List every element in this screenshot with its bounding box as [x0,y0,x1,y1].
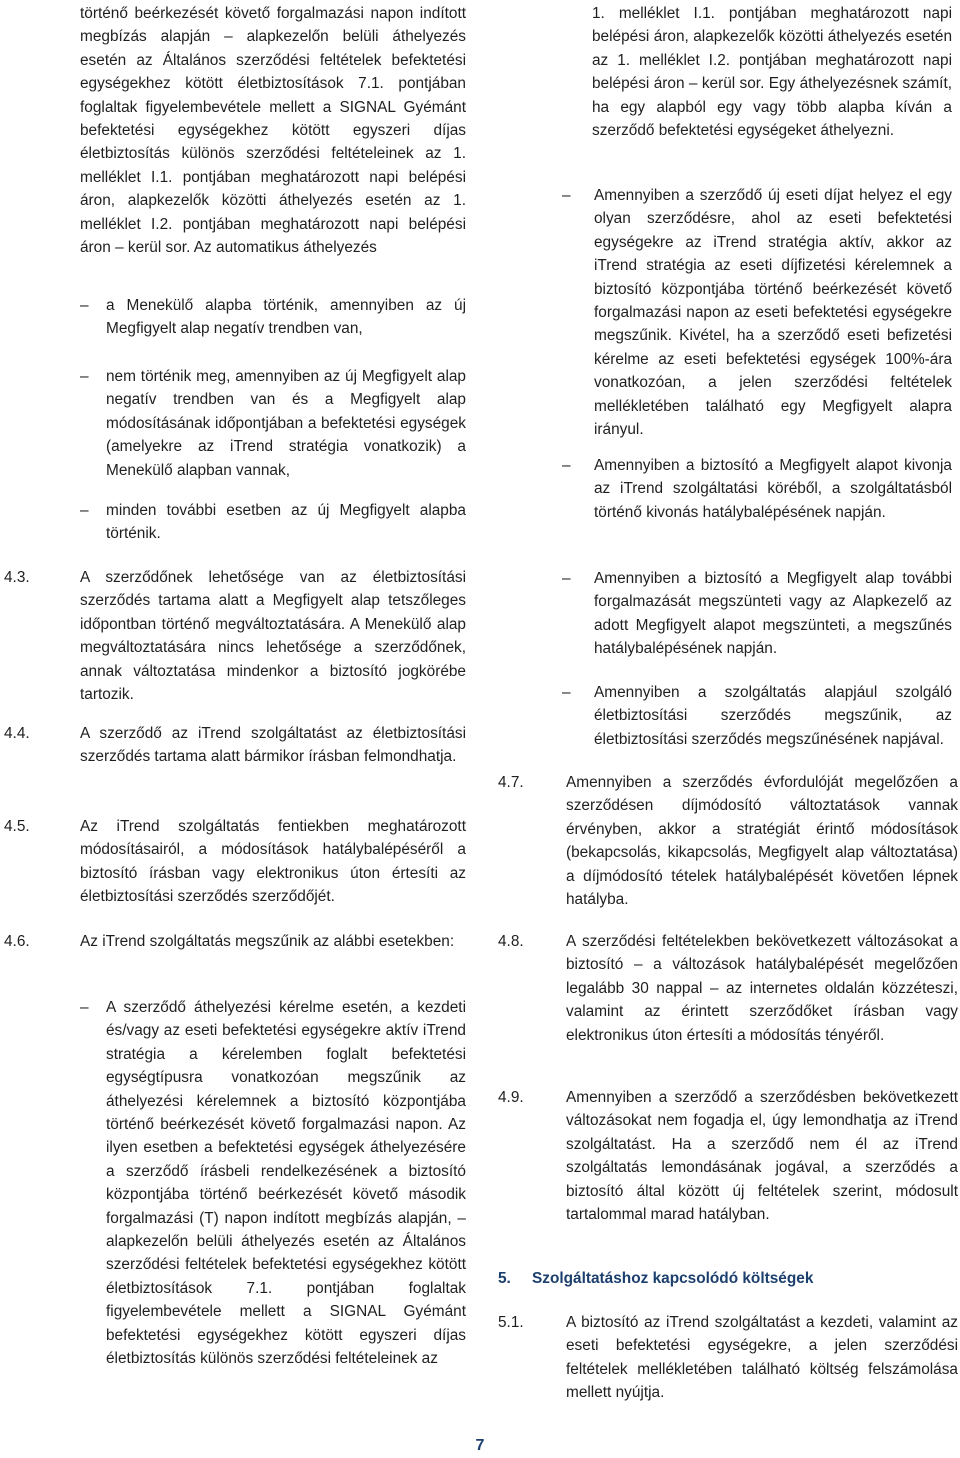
list-item-text: A szerződő áthelyezési kérelme esetén, a kezdeti és/vagy az eseti befektetési egységekre aktív iTrend stratégia a kérelemben foglalt befektetési egységtípusra vonatkozóan megszűnik az áthelyezési kérelemnek a biztosító központjába történő beérkezését követő forgalmazási napon. Az ilyen esetben a befektetési egységek áthelyezésére a szerződő írásbeli rendelkezésének a biztosító központjába történő beérkezését követő második forgalmazási (T) napon indított megbízás alapján, – alapkezelőn belüli áthelyezés esetén az Általános szerződési feltételek befektetési egységekhez kötött életbiztosítások 7.1. pontjában foglaltak figyelembevétele mellett a SIGNAL Gyémánt befektetési egységekhez kötött egyszeri díjas életbiztosítás különös szerződési feltételeinek az [106,999,466,1368]
section-text: A szerződési feltételekben bekövetkezett változásokat a biztosító – a változások hatálybalépését megelőzően legalább 30 nappal – az internetes oldalán közzéteszi, valamint az érintett szerződőket írásban vagy elektronikus úton értesíti a módosítás tényéről. [566,933,958,1044]
section-text: Az iTrend szolgáltatás fentiekben meghatározott módosításairól, a módosítások hatálybalépéséről a biztosító írásban vagy elektronikus úton értesíti az életbiztosítási szerződés szerződőjét. [80,818,466,906]
dash-bullet: – [562,187,571,204]
list-item-text: a Menekülő alapba történik, amennyiben az új Megfigyelt alap negatív trendben van, [106,297,466,338]
section-text: Amennyiben a szerződő a szerződésben bekövetkezett változásokat nem fogadja el, úgy lemondhatja az iTrend szolgáltatást. Ha a szerződő nem él az iTrend szolgáltatás lemondásának jogával, a szerződés a biztosító által között új feltételek szerint, módosult tartalommal marad hatályban. [566,1089,958,1224]
section-number: 4.7. [498,774,524,791]
section-number: 4.4. [4,725,30,742]
dash-bullet: – [562,570,571,587]
dash-bullet: – [80,999,89,1016]
section-text: A szerződő az iTrend szolgáltatást az életbiztosítási szerződés tartama alatt bármikor írásban felmondhatja. [80,725,466,766]
page-number: 7 [475,1437,485,1454]
dash-bullet: – [80,368,89,385]
section-number: 4.9. [498,1089,524,1106]
section-number: 4.6. [4,933,30,950]
section-number: 4.5. [4,818,30,835]
section-text: A szerződőnek lehetősége van az életbiztosítási szerződés tartama alatt a Megfigyelt alap tetszőleges időpontban történő megváltoztatására. A Menekülő alap megváltoztatására nincs lehetősége a szerződőnek, annak változtatása mindenkor a biztosító jogkörébe tartozik. [80,569,466,704]
list-item-text: nem történik meg, amennyiben az új Megfigyelt alap negatív trendben van és a Megfigyelt alap módosításának időpontjában a befektetési egységek (amelyekre az iTrend stratégia vonatkozik) a Menekülő alapban vannak, [106,368,466,479]
section-number: 4.8. [498,933,524,950]
list-item-text: Amennyiben a biztosító a Megfigyelt alapot kivonja az iTrend szolgáltatási köréből, a szolgáltatásból történő kivonás hatálybalépésének napján. [594,457,952,521]
left-intro-paragraph: történő beérkezését követő forgalmazási napon indított megbízás alapján – alapkezelőn belüli áthelyezés esetén az Általános szerződési feltételek befektetési egységekhez kötött életbiztosítások 7.1. pontjában foglaltak figyelembevétele mellett a SIGNAL Gyémánt befektetési egységekhez kötött egyszeri díjas életbiztosítás különös szerződési feltételeinek az 1. melléklet I.1. pontjában meghatározott napi belépési áron, alapkezelők közötti áthelyezés esetén az 1. melléklet I.2. pontjában meghatározott napi belépési áron – kerül sor. Az automatikus áthelyezés [80,5,466,257]
dash-bullet: – [80,502,89,519]
dash-bullet: – [80,297,89,314]
list-item-text: minden további esetben az új Megfigyelt alapba történik. [106,502,466,543]
section-number: 5.1. [498,1314,524,1331]
dash-bullet: – [562,457,571,474]
section-text: Az iTrend szolgáltatás megszűnik az alábbi esetekben: [80,933,455,950]
right-intro-paragraph: 1. melléklet I.1. pontjában meghatározott napi belépési áron, alapkezelők közötti áthelyezés esetén az 1. melléklet I.2. pontjában meghatározott napi belépési áron – kerül sor. Egy áthelyezésnek számít, ha egy alapból egy vagy több alapba kíván a szerződő befektetési egységeket áthelyezni. [592,5,952,140]
list-item-text: Amennyiben a szerződő új eseti díjat helyez el egy olyan szerződésre, ahol az eseti befektetési egységekre az iTrend stratégia aktív, akkor az iTrend stratégia az eseti díjfizetési kérelemnek a biztosító központjába történő beérkezését követő forgalmazási napon az eseti befektetési egységekre megszűnik. Kivétel, ha a szerződő eseti befizetési kérelme az eseti befektetési egységek 100%-ára vonatkozóan, a jelen szerződési feltételek mellékletében található egy Megfigyelt alapra irányul. [594,187,952,439]
list-item-text: Amennyiben a szolgáltatás alapjául szolgáló életbiztosítási szerződés megszűnik, az életbiztosítási szerződés megszűnésének napjával. [594,684,952,748]
dash-bullet: – [562,684,571,701]
section-text: Amennyiben a szerződés évfordulóját megelőzően a szerződésen díjmódosító változtatások vannak érvényben, akkor a stratégiát érintő módosítások (bekapcsolás, kikapcsolás, Megfigyelt alap változtatása) a díjmódosító tételek hatálybalépését követően lépnek hatályba. [566,774,958,909]
section-text: A biztosító az iTrend szolgáltatást a kezdeti, valamint az eseti befektetési egységekre, a jelen szerződési feltételek mellékletében található költség felszámolása mellett nyújtja. [566,1314,958,1402]
list-item-text: Amennyiben a biztosító a Megfigyelt alap további forgalmazását megszünteti vagy az Alapkezelő az adott Megfigyelt alapot megszünteti, a megszűnés hatálybalépésének napján. [594,570,952,658]
heading-text: Szolgáltatáshoz kapcsolódó költségek [532,1270,814,1287]
section-number: 4.3. [4,569,30,586]
heading-number: 5. [498,1270,511,1287]
